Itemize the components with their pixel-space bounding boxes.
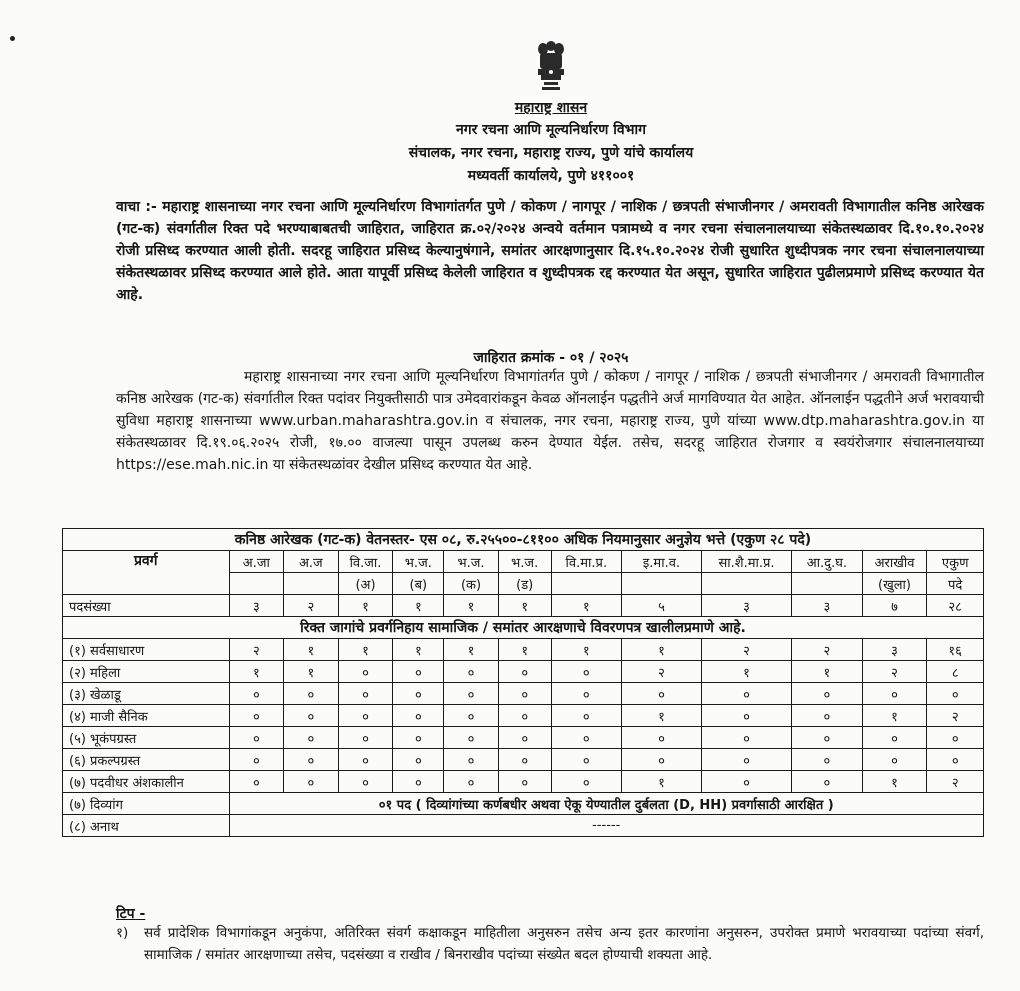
cell: ०: [338, 661, 393, 683]
cell: ०: [444, 749, 499, 771]
col-header: भ.ज.: [393, 551, 444, 573]
cell: ७: [862, 595, 927, 617]
col-subheader: (ड): [498, 573, 551, 595]
cell: ०: [393, 727, 444, 749]
cell: ०: [444, 705, 499, 727]
cell: २: [284, 595, 338, 617]
cell: २: [862, 661, 927, 683]
cell: ०: [701, 705, 791, 727]
cell: १: [701, 661, 791, 683]
posts-row: [63, 595, 984, 617]
cell: ०: [229, 771, 284, 793]
row-label: (१) सर्वसाधारण: [63, 639, 230, 661]
body-paragraph: महाराष्ट्र शासनाच्या नगर रचना आणि मूल्यनिर्धारण विभागांतर्गत पुणे / कोकण / नागपूर / नाशिक / छत्रपती संभाजीनगर / अमरावती विभागातील कनिष्ठ आरेखक (गट-क) संवर्गातील रिक्त पदांवर नियुक्तीसाठी पात्र उमेदवारांकडून केवळ ऑनलाईन पद्धतीने अर्ज मागविण्यात येत आहेत. ऑनलाईन पद्धतीने अर्ज भरावयाची सुविधा महाराष्ट्र शासनाच्या www.urban.maharashtra.gov.in व संचालक, नगर रचना, महाराष्ट्र राज्य, पुणे यांच्या www.dtp.maharashtra.gov.in या संकेतस्थळावर दि.१९.०६.२०२५ रोजी, १७.०० वाजल्या पासून उपलब्ध करुन देण्यात येईल. तसेच, सदरहू जाहिरात रोजगार व स्वयंरोजगार संचालनालयाच्या https://ese.mah.nic.in या संकेतस्थळांवर देखील प्रसिध्द करण्यात येत आहे.: [116, 369, 984, 473]
table-header-row: [63, 551, 984, 573]
cell: ०: [229, 705, 284, 727]
cell: ०: [284, 771, 338, 793]
note-item: [116, 922, 984, 966]
cell: ०: [338, 771, 393, 793]
cell: १: [622, 771, 702, 793]
col-header: भ.ज.: [444, 551, 499, 573]
cell: ०: [551, 661, 622, 683]
col-subheader: [701, 573, 791, 595]
cell: ०: [551, 771, 622, 793]
table-row: [63, 705, 984, 727]
cell: ३: [701, 595, 791, 617]
col-header: आ.दु.घ.: [792, 551, 862, 573]
table-row: [63, 771, 984, 793]
row-label: (२) महिला: [63, 661, 230, 683]
cell: ०: [284, 749, 338, 771]
note-text: सर्व प्रादेशिक विभागांकडून अनुकंपा, अतिरिक्त संवर्ग कक्षाकडून माहितीला अनुसरुन तसेच अन्य इतर कारणांना अनुसरुन, उपरोक्त प्रमाणे भरावयाच्या पदांच्या संवर्ग, सामाजिक / समांतर आरक्षणाच्या तसेच, पदसंख्या व राखीव / बिनराखीव पदांच्या संख्येत बदल होण्याची शक्यता आहे.: [144, 925, 984, 963]
divyang-text: ०१ पद ( दिव्यांगांच्या कर्णबधीर अथवा ऐकू येण्यातील दुर्बलता (D, HH) प्रवर्गासाठी आरक्षित ): [229, 793, 983, 815]
divyang-label: (७) दिव्यांग: [63, 793, 230, 815]
cell: ०: [393, 661, 444, 683]
note-heading: टिप -: [116, 906, 146, 922]
cell: १: [498, 639, 551, 661]
govt-heading: महाराष्ट्र शासन: [514, 100, 588, 116]
cell: १: [551, 595, 622, 617]
cell: ०: [444, 661, 499, 683]
cell: १: [393, 639, 444, 661]
cell: १: [444, 639, 499, 661]
cell: ०: [498, 705, 551, 727]
cell: ०: [498, 749, 551, 771]
col-subheader: (ब): [393, 573, 444, 595]
cell: ०: [229, 749, 284, 771]
cell: २: [792, 639, 862, 661]
cell: १: [551, 639, 622, 661]
cell: २: [701, 639, 791, 661]
address-heading: मध्यवर्ती कार्यालये, पुणे ४११००१: [467, 168, 635, 184]
cell: ०: [701, 683, 791, 705]
posts-label: पदसंख्या: [63, 595, 230, 617]
cell: ०: [701, 771, 791, 793]
col-subheader: [551, 573, 622, 595]
row-label: (४) माजी सैनिक: [63, 705, 230, 727]
cell: ०: [229, 683, 284, 705]
col-subheader: (खुला): [862, 573, 927, 595]
anath-row: [63, 815, 984, 837]
table-subheading: रिक्त जागांचे प्रवर्गनिहाय सामाजिक / समांतर आरक्षणाचे विवरणपत्र खालीलप्रमाणे आहे.: [63, 617, 984, 639]
cell: ०: [862, 683, 927, 705]
table-row: [63, 683, 984, 705]
cell: ०: [792, 727, 862, 749]
cell: ०: [701, 749, 791, 771]
cell: ०: [551, 727, 622, 749]
cell: १: [862, 771, 927, 793]
category-header: प्रवर्ग: [63, 551, 230, 595]
col-header: भ.ज.: [498, 551, 551, 573]
col-subheader: (क): [444, 573, 499, 595]
cell: ०: [927, 683, 984, 705]
col-header: एकुण: [927, 551, 984, 573]
reference-text: महाराष्ट्र शासनाच्या नगर रचना आणि मूल्यनिर्धारण विभागांतर्गत पुणे / कोकण / नागपूर / नाशिक / छत्रपती संभाजीनगर / अमरावती विभागातील कनिष्ठ आरेखक (गट-क) संवर्गातील रिक्त पदे भरण्याबाबतची जाहिरात, जाहिरात क्र.०२/२०२४ अन्वये वर्तमान पत्रामध्ये व नगर रचना संचालनालयाच्या संकेतस्थळावर दि.१०.१०.२०२४ रोजी प्रसिध्द करण्यात आली होती. सदरहू जाहिरात प्रसिध्द केल्यानुषंगाने, समांतर आरक्षणानुसार दि.१५.१०.२०२४ रोजी सुधारित शुध्दीपत्रक नगर रचना संचालनालयाच्या संकेतस्थळावर प्रसिध्द करण्यात आले होते. आता यापूर्वी प्रसिध्द केलेली जाहिरात व शुध्दीपत्रक रद्द करण्यात येत असून, सुधारित जाहिरात पुढीलप्रमाणे प्रसिध्द करण्यात येत आहे.: [116, 199, 984, 303]
cell: १: [622, 639, 702, 661]
vacancy-table: [62, 528, 984, 837]
col-subheader: [792, 573, 862, 595]
col-subheader: पदे: [927, 573, 984, 595]
cell: ०: [284, 705, 338, 727]
cell: २८: [927, 595, 984, 617]
cell: ०: [393, 683, 444, 705]
cell: ३: [792, 595, 862, 617]
reference-label: वाचा :-: [116, 199, 157, 215]
cell: १६: [927, 639, 984, 661]
cell: ०: [338, 705, 393, 727]
cell: ८: [927, 661, 984, 683]
cell: ०: [444, 727, 499, 749]
cell: ०: [338, 727, 393, 749]
cell: १: [229, 661, 284, 683]
table-row: [63, 727, 984, 749]
col-header: सा.शै.मा.प्र.: [701, 551, 791, 573]
col-header: वि.जा.: [338, 551, 393, 573]
anath-label: (८) अनाथ: [63, 815, 230, 837]
row-label: (६) प्रकल्पग्रस्त: [63, 749, 230, 771]
category-rows: [63, 639, 984, 793]
cell: ०: [622, 749, 702, 771]
office-heading: संचालक, नगर रचना, महाराष्ट्र राज्य, पुणे यांचे कार्यालय: [408, 145, 694, 161]
row-label: (५) भूकंपग्रस्त: [63, 727, 230, 749]
cell: २: [229, 639, 284, 661]
cell: १: [862, 705, 927, 727]
anath-text: ------: [229, 815, 983, 837]
cell: ०: [927, 749, 984, 771]
cell: १: [622, 705, 702, 727]
cell: १: [393, 595, 444, 617]
divyang-row: [63, 793, 984, 815]
cell: ०: [284, 683, 338, 705]
cell: ०: [551, 705, 622, 727]
reference-paragraph: [116, 196, 984, 306]
cell: ०: [498, 727, 551, 749]
col-subheader: [229, 573, 284, 595]
table-row: [63, 639, 984, 661]
cell: ३: [229, 595, 284, 617]
department-heading: नगर रचना आणि मूल्यनिर्धारण विभाग: [455, 122, 647, 138]
cell: ०: [792, 771, 862, 793]
table-title: कनिष्ठ आरेखक (गट-क) वेतनस्तर- एस ०८, रु.२५५००-८११०० अधिक नियमानुसार अनुज्ञेय भत्ते (एकुण २८ पदे): [63, 529, 984, 551]
cell: २: [927, 771, 984, 793]
cell: ०: [701, 727, 791, 749]
cell: ३: [862, 639, 927, 661]
cell: ०: [444, 683, 499, 705]
cell: २: [622, 661, 702, 683]
note-number: १): [116, 925, 129, 941]
col-header: इ.मा.व.: [622, 551, 702, 573]
cell: ०: [551, 683, 622, 705]
cell: २: [927, 705, 984, 727]
cell: ०: [862, 749, 927, 771]
cell: १: [792, 661, 862, 683]
cell: ०: [393, 705, 444, 727]
cell: १: [338, 639, 393, 661]
cell: ०: [622, 727, 702, 749]
cell: ०: [498, 683, 551, 705]
col-header: वि.मा.प्र.: [551, 551, 622, 573]
cell: ०: [862, 727, 927, 749]
cell: ०: [393, 771, 444, 793]
cell: ०: [622, 683, 702, 705]
cell: ५: [622, 595, 702, 617]
ad-number: जाहिरात क्रमांक - ०१ / २०२५: [473, 350, 629, 366]
cell: ०: [498, 771, 551, 793]
cell: १: [338, 595, 393, 617]
col-header: अराखीव: [862, 551, 927, 573]
col-header: अ.ज: [284, 551, 338, 573]
cell: ०: [792, 705, 862, 727]
cell: ०: [338, 683, 393, 705]
cell: १: [498, 595, 551, 617]
cell: १: [284, 661, 338, 683]
cell: ०: [498, 661, 551, 683]
col-subheader: [622, 573, 702, 595]
col-subheader: [284, 573, 338, 595]
cell: ०: [792, 749, 862, 771]
cell: ०: [284, 727, 338, 749]
row-label: (७) पदवीधर अंशकालीन: [63, 771, 230, 793]
cell: ०: [792, 683, 862, 705]
table-row: [63, 749, 984, 771]
cell: ०: [444, 771, 499, 793]
col-header: अ.जा: [229, 551, 284, 573]
table-row: [63, 661, 984, 683]
col-subheader: (अ): [338, 573, 393, 595]
state-emblem-icon: [532, 38, 570, 94]
row-label: (३) खेळाडू: [63, 683, 230, 705]
scan-dot: [10, 36, 15, 41]
cell: १: [284, 639, 338, 661]
cell: ०: [338, 749, 393, 771]
cell: ०: [229, 727, 284, 749]
cell: १: [444, 595, 499, 617]
cell: ०: [551, 749, 622, 771]
cell: ०: [393, 749, 444, 771]
cell: ०: [927, 727, 984, 749]
